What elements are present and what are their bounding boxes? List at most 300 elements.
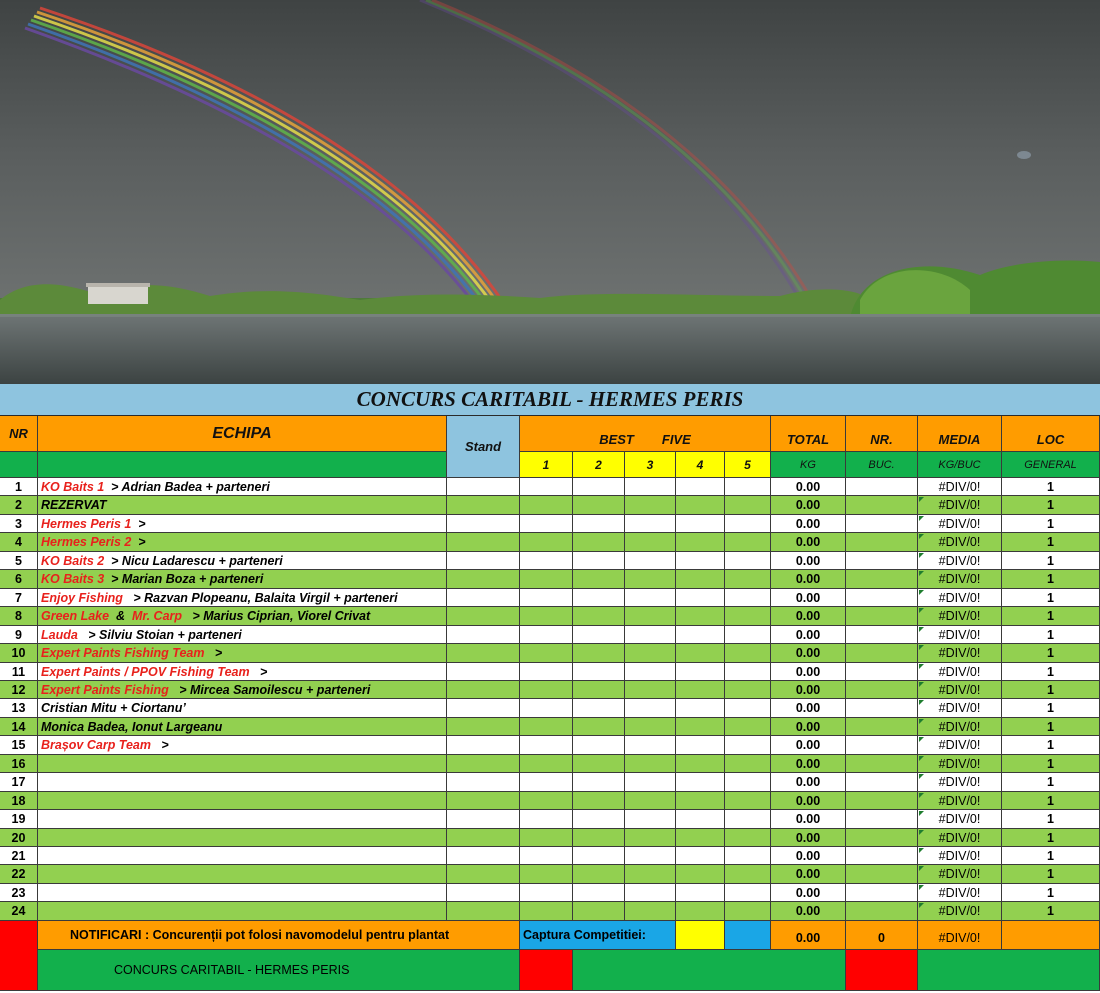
row-12-b4	[676, 681, 725, 699]
row-15-b1	[520, 736, 573, 755]
row-14-b2	[573, 718, 625, 736]
row-6-b5	[725, 570, 771, 589]
team-name-segment: > Razvan Plopeanu, Balaita Virgil + parteneri	[122, 590, 398, 605]
row-17-stand	[447, 773, 520, 792]
row-13-b1	[520, 699, 573, 718]
row-2-total: 0.00	[771, 496, 846, 515]
row-14-b4	[676, 718, 725, 736]
row-22-b5	[725, 865, 771, 884]
row-14-buc	[846, 718, 918, 736]
row-17-b3	[625, 773, 676, 792]
row-17-buc	[846, 773, 918, 792]
row-23-b4	[676, 884, 725, 902]
row-19-loc: 1	[1002, 810, 1100, 829]
row-1-buc	[846, 478, 918, 496]
row-2-buc	[846, 496, 918, 515]
row-24-b1	[520, 902, 573, 921]
row-10-buc	[846, 644, 918, 663]
row-17-b2	[573, 773, 625, 792]
subheader-nr	[0, 452, 38, 478]
row-1-b3	[625, 478, 676, 496]
row-19-media: #DIV/0!	[918, 810, 1002, 829]
row-17-b4	[676, 773, 725, 792]
row-7-loc: 1	[1002, 589, 1100, 607]
row-8-b2	[573, 607, 625, 626]
row-1-b1	[520, 478, 573, 496]
footer-capture-label: Captura Competitiei:	[520, 921, 676, 950]
header-nr-buc: NR.	[846, 416, 918, 452]
subheader-kg-buc: KG/BUC	[918, 452, 1002, 478]
row-7-b2	[573, 589, 625, 607]
row-24-b2	[573, 902, 625, 921]
row-16-total: 0.00	[771, 755, 846, 773]
subheader-col-2: 2	[573, 452, 625, 478]
row-19-total: 0.00	[771, 810, 846, 829]
footer-red-cell-2	[846, 950, 918, 991]
row-21-b2	[573, 847, 625, 865]
team-name-segment: KO Baits 2	[41, 553, 105, 568]
team-name-segment: >	[204, 646, 223, 660]
row-3-buc	[846, 515, 918, 533]
team-name-segment: Expert Paints Fishing Team	[41, 646, 205, 660]
row-23-b1	[520, 884, 573, 902]
row-9-b1	[520, 626, 573, 644]
row-16-buc	[846, 755, 918, 773]
row-20-b2	[573, 829, 625, 847]
row-19-b4	[676, 810, 725, 829]
row-12-b1	[520, 681, 573, 699]
row-10-loc: 1	[1002, 644, 1100, 663]
row-10-b5	[725, 644, 771, 663]
row-2-b5	[725, 496, 771, 515]
row-14-stand	[447, 718, 520, 736]
row-1-media: #DIV/0!	[918, 478, 1002, 496]
row-20-nr: 20	[0, 829, 38, 847]
row-18-loc: 1	[1002, 792, 1100, 810]
row-23-stand	[447, 884, 520, 902]
row-2-b2	[573, 496, 625, 515]
row-4-stand	[447, 533, 520, 552]
row-17-b1	[520, 773, 573, 792]
footer-yellow-cell	[676, 921, 725, 950]
row-22-b3	[625, 865, 676, 884]
team-name-segment: > Mircea Samoilescu + parteneri	[168, 682, 371, 697]
team-name-segment: Enjoy Fishing	[41, 590, 123, 605]
row-8-loc: 1	[1002, 607, 1100, 626]
row-5-nr: 5	[0, 552, 38, 570]
row-20-media: #DIV/0!	[918, 829, 1002, 847]
header-media: MEDIA	[918, 416, 1002, 452]
row-11-b2	[573, 663, 625, 681]
subheader-col-1: 1	[520, 452, 573, 478]
row-6-b3	[625, 570, 676, 589]
team-name-segment: KO Baits 1	[41, 479, 105, 494]
row-20-b3	[625, 829, 676, 847]
row-15-stand	[447, 736, 520, 755]
row-24-total: 0.00	[771, 902, 846, 921]
row-3-total: 0.00	[771, 515, 846, 533]
row-14-loc: 1	[1002, 718, 1100, 736]
row-6-b4	[676, 570, 725, 589]
row-19-buc	[846, 810, 918, 829]
row-22-stand	[447, 865, 520, 884]
row-2-stand	[447, 496, 520, 515]
row-22-b1	[520, 865, 573, 884]
row-22-buc	[846, 865, 918, 884]
row-22-loc: 1	[1002, 865, 1100, 884]
subheader-col-3: 3	[625, 452, 676, 478]
header-loc: LOC	[1002, 416, 1100, 452]
team-name-segment: > Marius Ciprian, Viorel Crivat	[182, 609, 371, 623]
row-9-total: 0.00	[771, 626, 846, 644]
row-14-b3	[625, 718, 676, 736]
row-3-b2	[573, 515, 625, 533]
team-name-segment: >	[131, 535, 146, 549]
row-16-team	[38, 755, 447, 773]
row-21-total: 0.00	[771, 847, 846, 865]
row-15-b5	[725, 736, 771, 755]
row-21-b1	[520, 847, 573, 865]
row-18-b5	[725, 792, 771, 810]
row-6-stand	[447, 570, 520, 589]
row-13-loc: 1	[1002, 699, 1100, 718]
row-22-b4	[676, 865, 725, 884]
team-name-segment: >	[151, 738, 169, 752]
row-23-total: 0.00	[771, 884, 846, 902]
row-11-buc	[846, 663, 918, 681]
header-stand: Stand	[447, 416, 520, 478]
row-2-b4	[676, 496, 725, 515]
row-3-loc: 1	[1002, 515, 1100, 533]
row-13-media: #DIV/0!	[918, 699, 1002, 718]
header-echipa: ECHIPA	[38, 416, 447, 452]
row-12-stand	[447, 681, 520, 699]
row-20-stand	[447, 829, 520, 847]
row-11-stand	[447, 663, 520, 681]
subheader-col-4: 4	[676, 452, 725, 478]
row-16-b1	[520, 755, 573, 773]
row-23-loc: 1	[1002, 884, 1100, 902]
row-10-team	[38, 644, 447, 663]
team-name-segment: > Adrian Badea + parteneri	[104, 479, 270, 494]
team-name-segment: Brașov Carp Team	[41, 738, 151, 752]
row-1-b5	[725, 478, 771, 496]
row-10-b2	[573, 644, 625, 663]
row-16-b2	[573, 755, 625, 773]
header-photo-rainbow-lake	[0, 0, 1100, 384]
row-20-loc: 1	[1002, 829, 1100, 847]
team-name-segment: Lauda	[41, 627, 78, 642]
subheader-echipa	[38, 452, 447, 478]
row-6-b1	[520, 570, 573, 589]
row-10-media: #DIV/0!	[918, 644, 1002, 663]
row-23-nr: 23	[0, 884, 38, 902]
row-11-nr: 11	[0, 663, 38, 681]
row-21-b3	[625, 847, 676, 865]
team-name-segment: Monica Badea, Ionut Largeanu	[41, 719, 223, 734]
row-20-b5	[725, 829, 771, 847]
row-12-media: #DIV/0!	[918, 681, 1002, 699]
row-8-buc	[846, 607, 918, 626]
row-13-b4	[676, 699, 725, 718]
subheader-col-5: 5	[725, 452, 771, 478]
team-name-segment: KO Baits 3	[41, 572, 105, 586]
row-18-media: #DIV/0!	[918, 792, 1002, 810]
team-name-segment: > Marian Boza + parteneri	[104, 572, 264, 586]
row-7-b5	[725, 589, 771, 607]
row-3-nr: 3	[0, 515, 38, 533]
row-15-nr: 15	[0, 736, 38, 755]
row-11-b5	[725, 663, 771, 681]
row-3-stand	[447, 515, 520, 533]
team-name-segment: Cristian Mitu + Ciortanu’	[41, 701, 186, 715]
row-21-team	[38, 847, 447, 865]
row-22-nr: 22	[0, 865, 38, 884]
footer-green-span	[573, 950, 846, 991]
row-3-b3	[625, 515, 676, 533]
row-4-media: #DIV/0!	[918, 533, 1002, 552]
row-14-team	[38, 718, 447, 736]
row-7-b3	[625, 589, 676, 607]
row-5-b2	[573, 552, 625, 570]
row-6-total: 0.00	[771, 570, 846, 589]
row-5-stand	[447, 552, 520, 570]
row-2-loc: 1	[1002, 496, 1100, 515]
row-12-nr: 12	[0, 681, 38, 699]
row-12-b5	[725, 681, 771, 699]
row-21-stand	[447, 847, 520, 865]
row-2-b3	[625, 496, 676, 515]
row-11-b1	[520, 663, 573, 681]
row-10-b3	[625, 644, 676, 663]
row-8-b4	[676, 607, 725, 626]
row-9-team	[38, 626, 447, 644]
row-20-total: 0.00	[771, 829, 846, 847]
row-21-nr: 21	[0, 847, 38, 865]
row-3-b5	[725, 515, 771, 533]
row-3-b1	[520, 515, 573, 533]
row-5-total: 0.00	[771, 552, 846, 570]
row-24-loc: 1	[1002, 902, 1100, 921]
row-15-b3	[625, 736, 676, 755]
row-20-b1	[520, 829, 573, 847]
row-19-team	[38, 810, 447, 829]
row-6-team	[38, 570, 447, 589]
row-8-stand	[447, 607, 520, 626]
row-14-nr: 14	[0, 718, 38, 736]
row-9-b5	[725, 626, 771, 644]
row-23-b2	[573, 884, 625, 902]
team-name-segment: Hermes Peris 2	[41, 535, 132, 549]
footer-green-end	[918, 950, 1100, 991]
row-7-media: #DIV/0!	[918, 589, 1002, 607]
row-7-nr: 7	[0, 589, 38, 607]
row-1-loc: 1	[1002, 478, 1100, 496]
row-11-team	[38, 663, 447, 681]
row-5-loc: 1	[1002, 552, 1100, 570]
row-19-stand	[447, 810, 520, 829]
row-6-buc	[846, 570, 918, 589]
row-24-b5	[725, 902, 771, 921]
row-6-nr: 6	[0, 570, 38, 589]
row-11-loc: 1	[1002, 663, 1100, 681]
row-3-media: #DIV/0!	[918, 515, 1002, 533]
row-5-media: #DIV/0!	[918, 552, 1002, 570]
footer-total: 0.00	[771, 921, 846, 950]
row-1-nr: 1	[0, 478, 38, 496]
header-best-five	[520, 416, 771, 452]
row-5-buc	[846, 552, 918, 570]
row-2-nr: 2	[0, 496, 38, 515]
row-5-b3	[625, 552, 676, 570]
row-6-media: #DIV/0!	[918, 570, 1002, 589]
row-16-b4	[676, 755, 725, 773]
row-24-stand	[447, 902, 520, 921]
row-10-b1	[520, 644, 573, 663]
footer-blue-cell	[725, 921, 771, 950]
row-7-total: 0.00	[771, 589, 846, 607]
row-12-loc: 1	[1002, 681, 1100, 699]
row-2-team	[38, 496, 447, 515]
row-12-total: 0.00	[771, 681, 846, 699]
row-12-buc	[846, 681, 918, 699]
row-13-b2	[573, 699, 625, 718]
row-8-b5	[725, 607, 771, 626]
row-4-b4	[676, 533, 725, 552]
row-1-team	[38, 478, 447, 496]
row-8-b1	[520, 607, 573, 626]
row-14-b1	[520, 718, 573, 736]
footer-red-cell-1	[520, 950, 573, 991]
row-20-b4	[676, 829, 725, 847]
row-4-loc: 1	[1002, 533, 1100, 552]
row-13-total: 0.00	[771, 699, 846, 718]
row-17-loc: 1	[1002, 773, 1100, 792]
row-7-b4	[676, 589, 725, 607]
row-15-b2	[573, 736, 625, 755]
row-15-b4	[676, 736, 725, 755]
row-7-team	[38, 589, 447, 607]
row-22-team	[38, 865, 447, 884]
footer-bottom-title: CONCURS CARITABIL - HERMES PERIS	[38, 950, 520, 991]
row-22-b2	[573, 865, 625, 884]
row-7-b1	[520, 589, 573, 607]
subheader-kg: KG	[771, 452, 846, 478]
row-21-media: #DIV/0!	[918, 847, 1002, 865]
row-12-b2	[573, 681, 625, 699]
row-7-stand	[447, 589, 520, 607]
row-20-buc	[846, 829, 918, 847]
footer-count: 0	[846, 921, 918, 950]
row-4-total: 0.00	[771, 533, 846, 552]
row-23-b5	[725, 884, 771, 902]
row-22-total: 0.00	[771, 865, 846, 884]
row-18-total: 0.00	[771, 792, 846, 810]
row-18-b2	[573, 792, 625, 810]
row-17-b5	[725, 773, 771, 792]
row-19-b3	[625, 810, 676, 829]
row-9-buc	[846, 626, 918, 644]
row-24-buc	[846, 902, 918, 921]
team-name-segment: Hermes Peris 1	[41, 516, 132, 531]
row-9-media: #DIV/0!	[918, 626, 1002, 644]
team-name-segment: &	[109, 609, 133, 623]
header-total: TOTAL	[771, 416, 846, 452]
row-1-b4	[676, 478, 725, 496]
row-10-b4	[676, 644, 725, 663]
row-5-b1	[520, 552, 573, 570]
team-name-segment: >	[249, 664, 268, 679]
row-6-b2	[573, 570, 625, 589]
footer-media: #DIV/0!	[918, 921, 1002, 950]
row-20-team	[38, 829, 447, 847]
row-21-b4	[676, 847, 725, 865]
row-24-b3	[625, 902, 676, 921]
row-23-media: #DIV/0!	[918, 884, 1002, 902]
row-5-team	[38, 552, 447, 570]
row-11-total: 0.00	[771, 663, 846, 681]
row-4-b1	[520, 533, 573, 552]
row-16-nr: 16	[0, 755, 38, 773]
row-13-stand	[447, 699, 520, 718]
footer-notice: NOTIFICARI : Concurenții pot folosi navomodelul pentru plantat	[38, 921, 520, 950]
team-name-segment: >	[131, 516, 146, 531]
row-14-media: #DIV/0!	[918, 718, 1002, 736]
team-name-segment: Expert Paints Fishing	[41, 682, 169, 697]
row-16-stand	[447, 755, 520, 773]
row-23-buc	[846, 884, 918, 902]
row-8-media: #DIV/0!	[918, 607, 1002, 626]
row-10-stand	[447, 644, 520, 663]
row-16-media: #DIV/0!	[918, 755, 1002, 773]
row-21-buc	[846, 847, 918, 865]
row-17-media: #DIV/0!	[918, 773, 1002, 792]
row-24-b4	[676, 902, 725, 921]
row-16-loc: 1	[1002, 755, 1100, 773]
row-9-stand	[447, 626, 520, 644]
row-13-team	[38, 699, 447, 718]
row-12-b3	[625, 681, 676, 699]
row-18-b3	[625, 792, 676, 810]
row-4-b2	[573, 533, 625, 552]
row-9-b4	[676, 626, 725, 644]
row-9-nr: 9	[0, 626, 38, 644]
row-12-team	[38, 681, 447, 699]
row-14-b5	[725, 718, 771, 736]
row-1-b2	[573, 478, 625, 496]
row-16-b5	[725, 755, 771, 773]
team-name-segment: > Nicu Ladarescu + parteneri	[104, 553, 283, 568]
row-7-buc	[846, 589, 918, 607]
row-11-b3	[625, 663, 676, 681]
row-19-nr: 19	[0, 810, 38, 829]
row-5-b5	[725, 552, 771, 570]
row-18-b4	[676, 792, 725, 810]
row-16-b3	[625, 755, 676, 773]
team-name-segment: REZERVAT	[41, 498, 107, 512]
subheader-buc: BUC.	[846, 452, 918, 478]
row-18-b1	[520, 792, 573, 810]
row-14-total: 0.00	[771, 718, 846, 736]
row-15-loc: 1	[1002, 736, 1100, 755]
row-2-b1	[520, 496, 573, 515]
header-nr: NR	[0, 416, 38, 452]
row-18-stand	[447, 792, 520, 810]
row-1-total: 0.00	[771, 478, 846, 496]
team-name-segment: Green Lake	[41, 609, 110, 623]
row-17-team	[38, 773, 447, 792]
row-8-total: 0.00	[771, 607, 846, 626]
